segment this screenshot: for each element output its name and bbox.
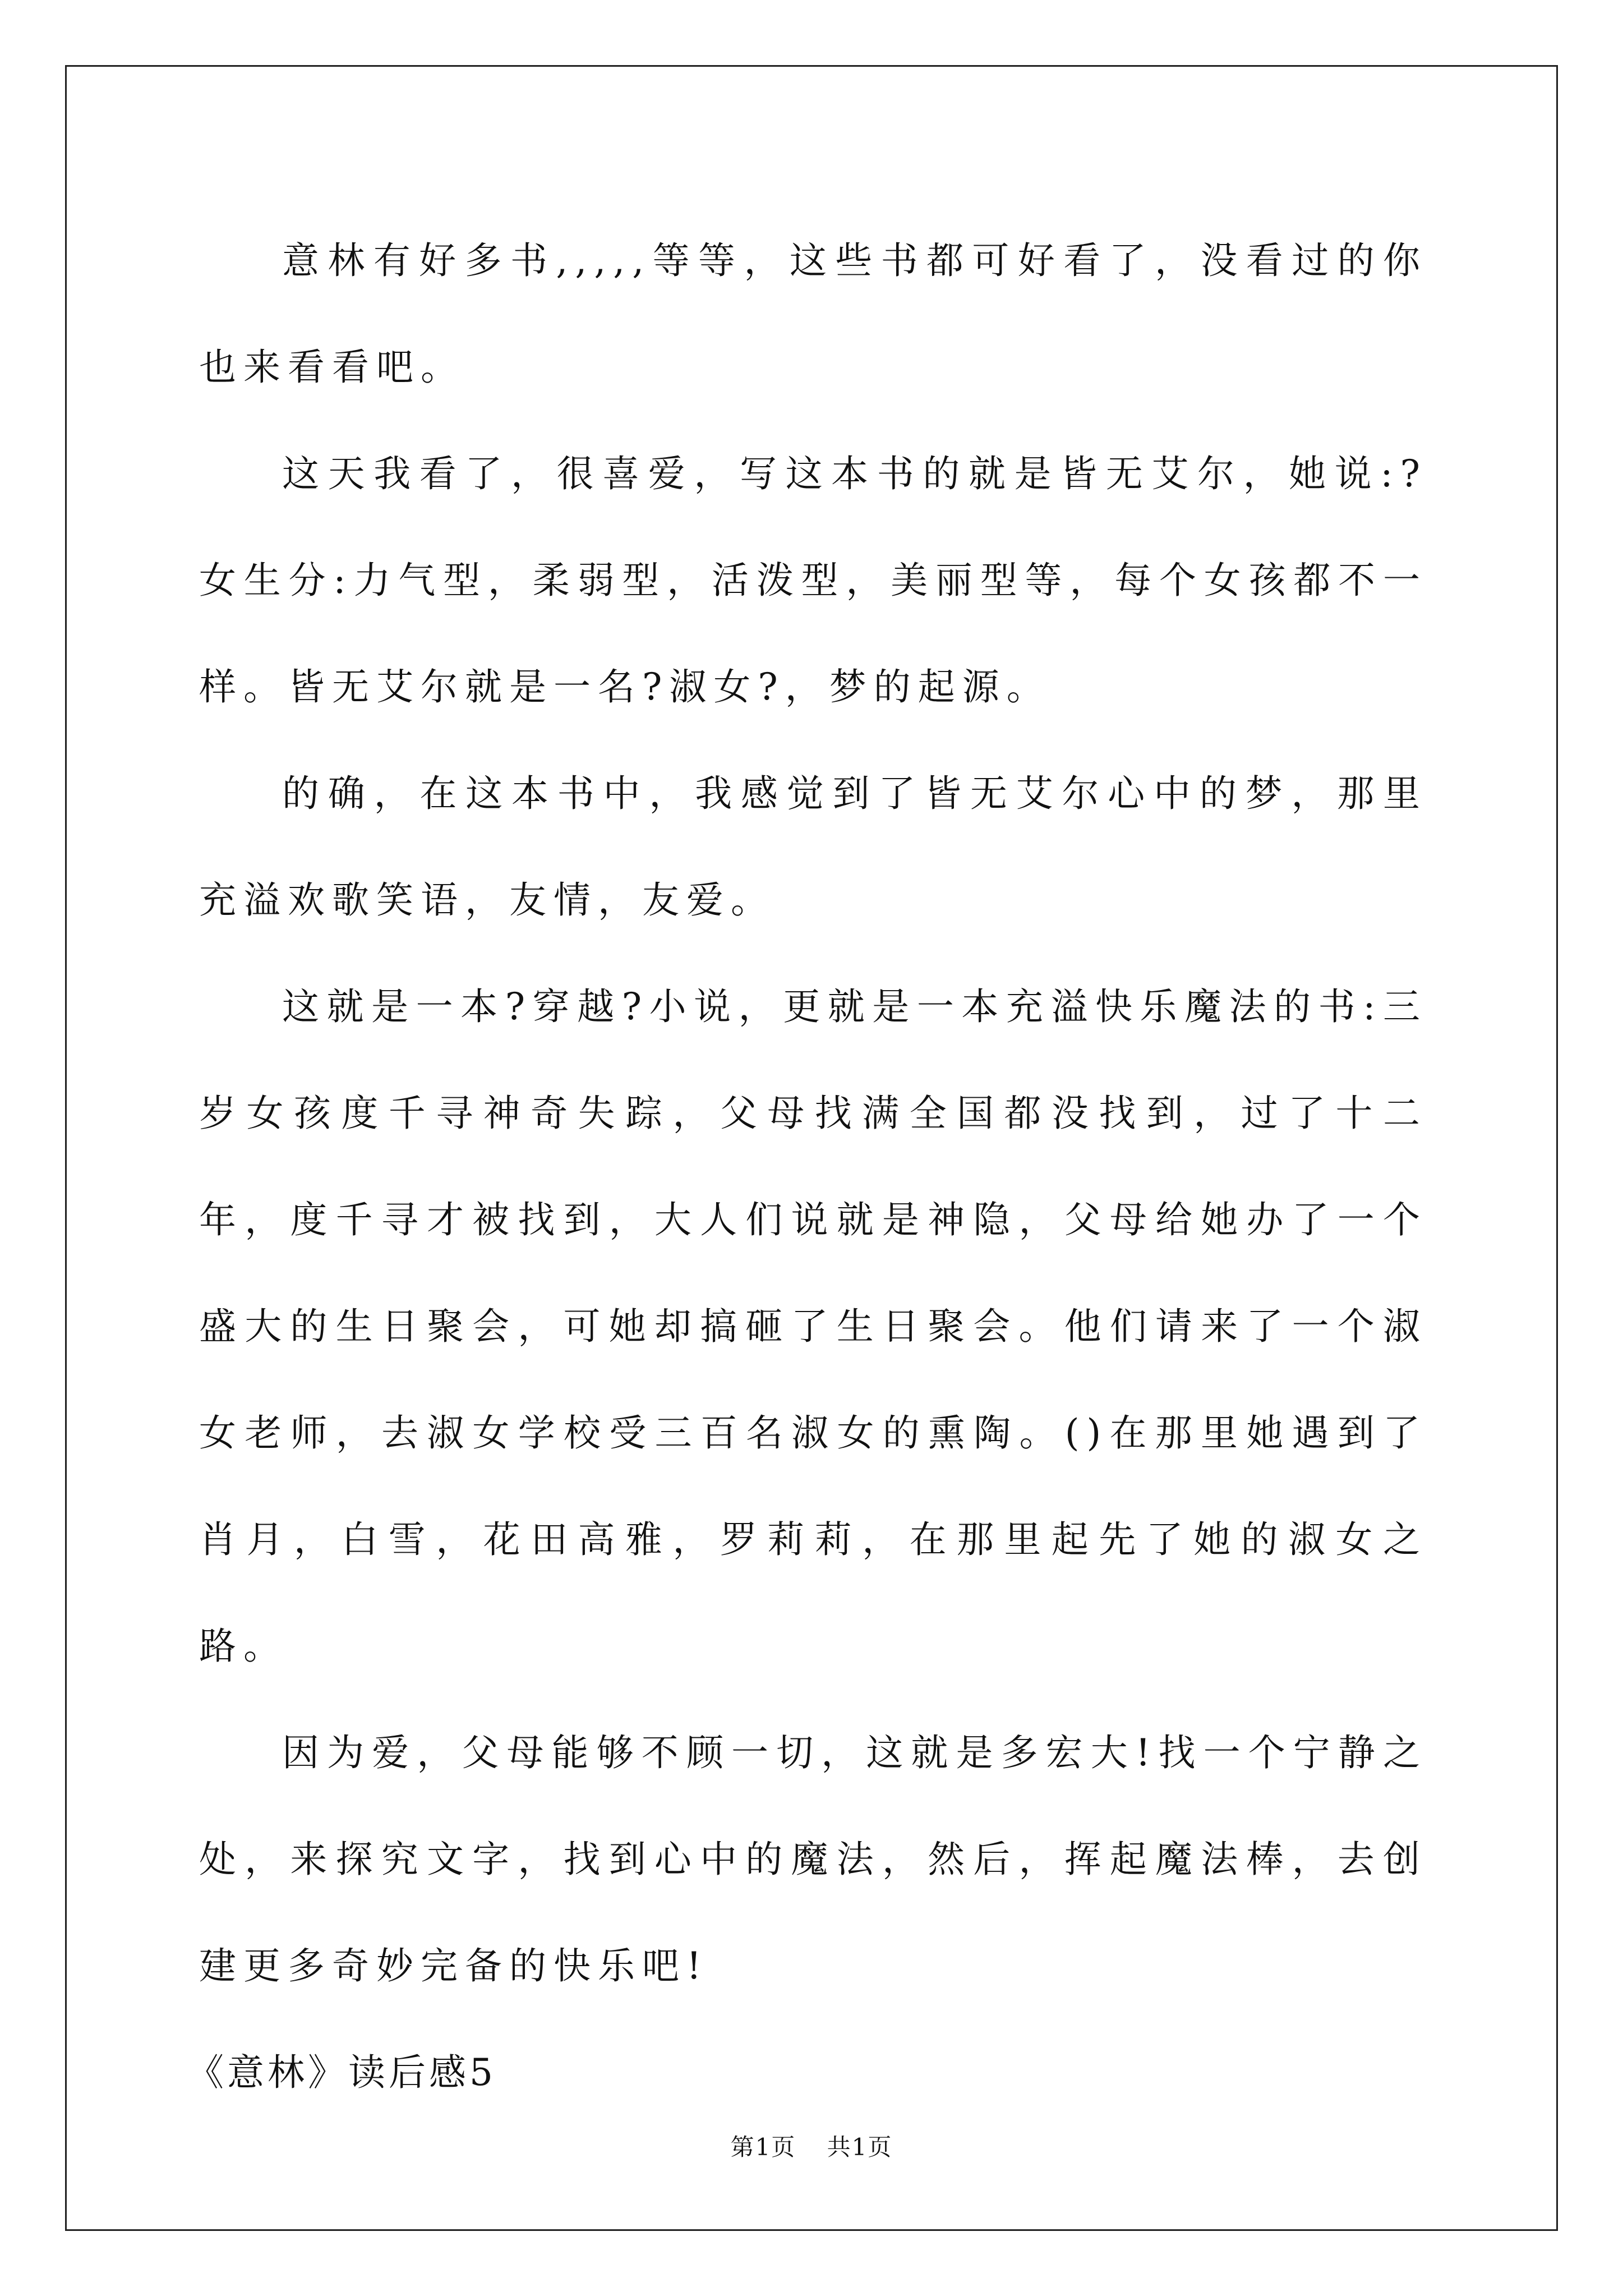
paragraph-4: 这就是一本?穿越?小说，更就是一本充溢快乐魔法的书:三岁女孩度千寻神奇失踪，父母找满全国都没找到，过了十二年，度千寻才被找到，大人们说就是神隐，父母给她办了一个盛大的生日聚会，可她却搞砸了生日聚会。他们请来了一个淑女老师，去淑女学校受三百名淑女的熏陶。()在那里她遇到了肖月，白雪，花田高雅，罗莉莉，在那里起先了她的淑女之路。 bbox=[199, 985, 1427, 1668]
page-footer bbox=[0, 2129, 1623, 2162]
page-number-total: 共1页 bbox=[827, 2133, 893, 2161]
section-heading: 《意林》读后感5 bbox=[187, 2051, 496, 2094]
paragraph-3: 的确，在这本书中，我感觉到了皆无艾尔心中的梦，那里充溢欢歌笑语，友情，友爱。 bbox=[199, 772, 1427, 922]
paragraph-2: 这天我看了，很喜爱，写这本书的就是皆无艾尔，她说:?女生分:力气型，柔弱型，活泼型，美丽型等，每个女孩都不一样。皆无艾尔就是一名?淑女?，梦的起源。 bbox=[199, 452, 1427, 708]
document-body bbox=[187, 208, 1427, 2126]
page-number-current: 第1页 bbox=[730, 2133, 796, 2161]
paragraph-5: 因为爱，父母能够不顾一切，这就是多宏大!找一个宁静之处，来探究文字，找到心中的魔法，然后，挥起魔法棒，去创建更多奇妙完备的快乐吧! bbox=[199, 1731, 1427, 1987]
paragraph-1: 意林有好多书,,,,,等等，这些书都可好看了，没看过的你也来看看吧。 bbox=[199, 239, 1427, 389]
